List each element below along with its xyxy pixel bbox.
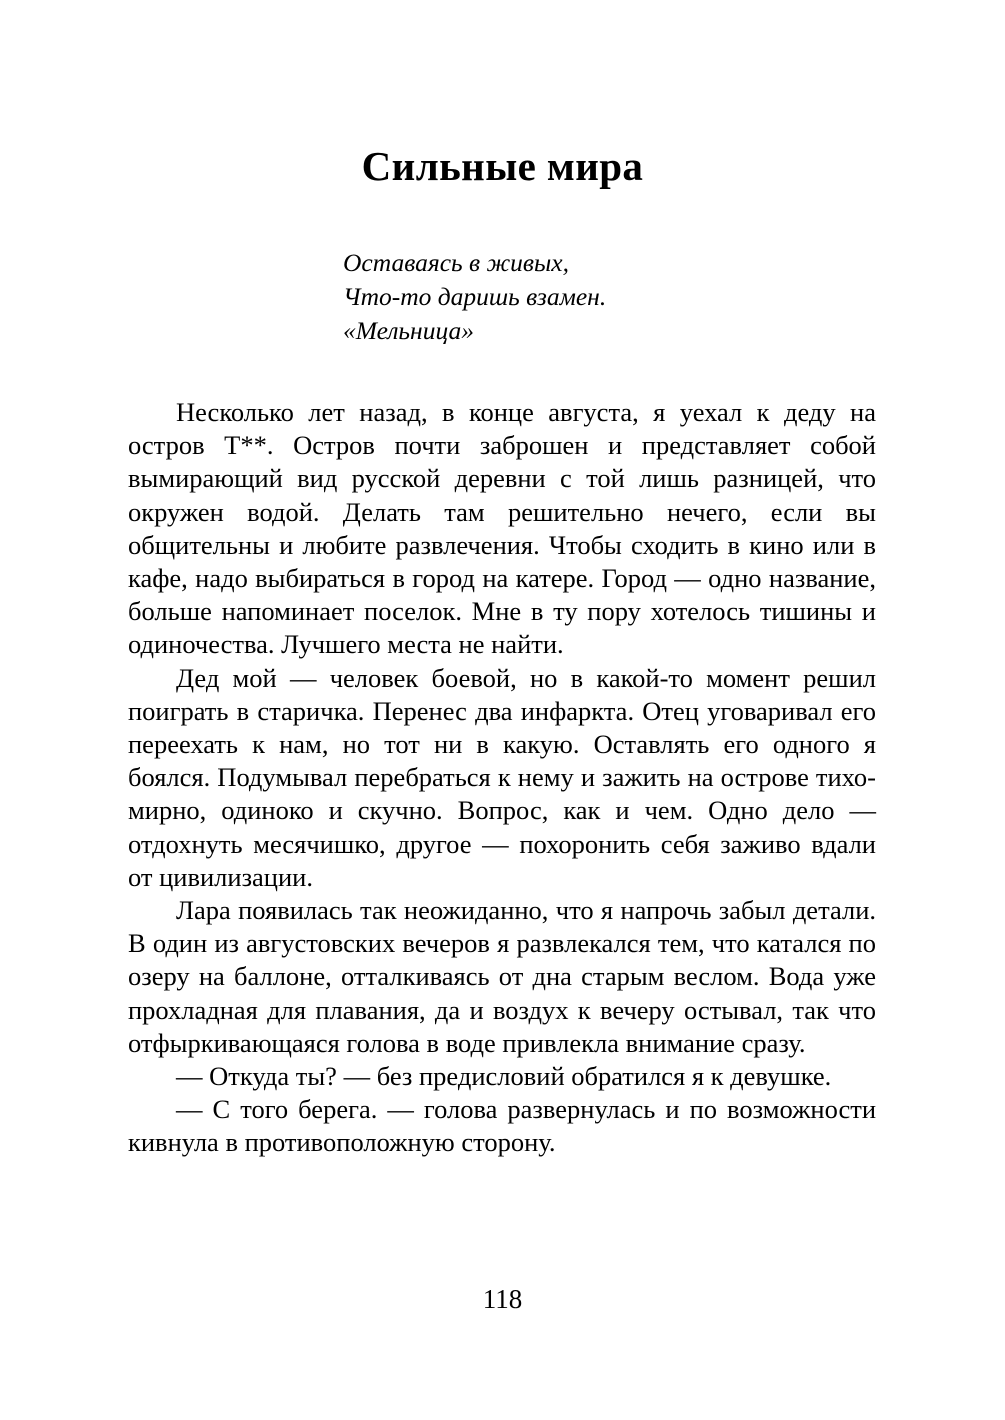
epigraph-line-1: Оставаясь в живых, — [343, 248, 569, 277]
body-paragraph-3: Лара появилась так неожиданно, что я напрочь забыл детали. В один из августовских вечеров я развлекался тем, что катался по озеру на баллоне, отталкиваясь от дна старым веслом. Вода уже прохладная для плавания, да и воздух к вечеру остывал, так что отфыркивающаяся голова в воде привлекла внимание сразу. — [128, 895, 876, 1058]
body-paragraph-1: Несколько лет назад, в конце августа, я уехал к деду на остров Т**. Остров почти заброшен и представляет собой вымирающий вид русской деревни с той лишь разницей, что окружен водой. Делать там решительно нечего, если вы общительны и любите развлечения. Чтобы сходить в кино или в кафе, надо выбираться в город на катере. Город — одно название, больше напоминает поселок. Мне в ту пору хотелось тишины и одиночества. Лучшего места не найти. — [128, 397, 876, 660]
body-paragraph-4-dialogue: — Откуда ты? — без предисловий обратился я к девушке. — [176, 1061, 832, 1092]
epigraph-attribution: «Мельница» — [343, 316, 474, 345]
body-text — [128, 396, 876, 1160]
page-title: Сильные мира — [361, 143, 644, 190]
epigraph — [343, 246, 763, 348]
page-number: 118 — [482, 1284, 523, 1314]
body-paragraph-2: Дед мой — человек боевой, но в какой-то момент решил поиграть в старичка. Перенес два инфаркта. Отец уговаривал его переехать к нам, но тот ни в какую. Оставлять его одного я боялся. Подумывал перебраться к нему и зажить на острове тихо-мирно, одиноко и скучно. Вопрос, как и чем. Одно дело — отдохнуть месячишко, другое — похоронить себя заживо вдали от цивилизации. — [128, 662, 876, 892]
body-paragraph-5-dialogue: — С того берега. — голова развернулась и по возможности кивнула в противоположную сторону. — [128, 1094, 876, 1158]
epigraph-line-2: Что-то даришь взамен. — [343, 282, 607, 311]
